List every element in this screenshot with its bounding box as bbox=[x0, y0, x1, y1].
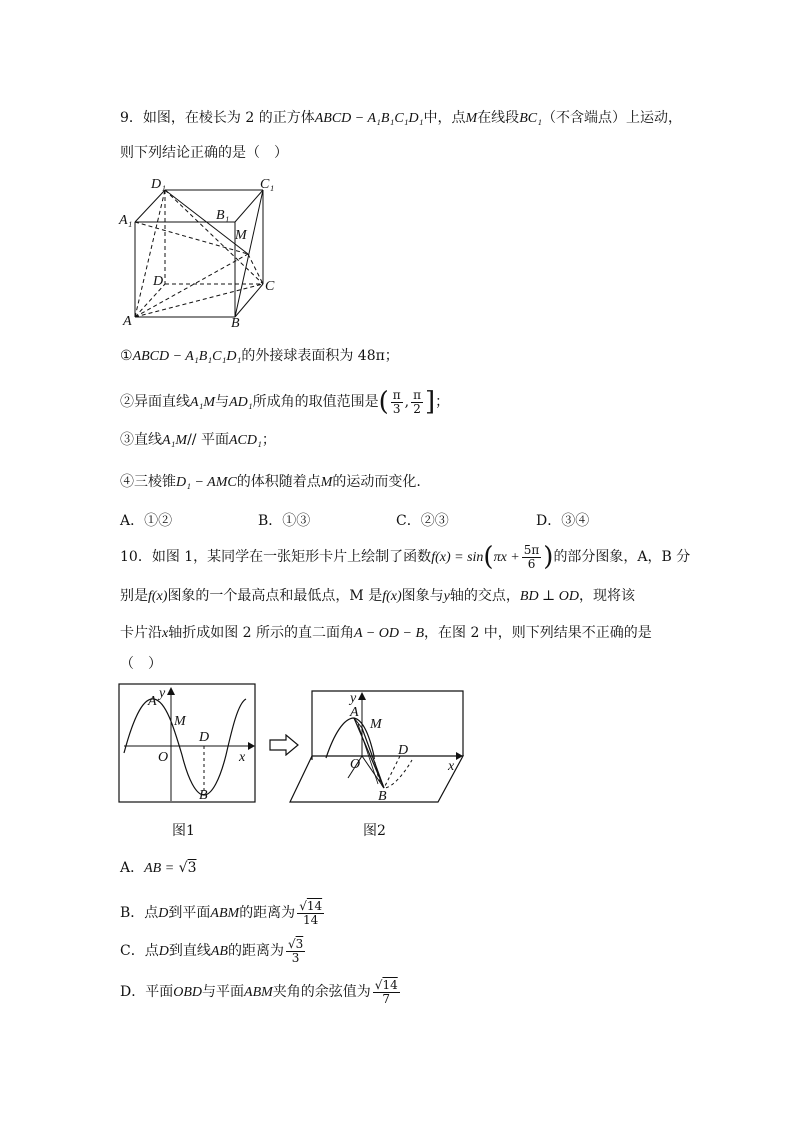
statement-text: // 平面 bbox=[187, 432, 229, 448]
option-letter: A． bbox=[120, 860, 145, 876]
q9-text: 如图，在棱长为 2 的正方体 bbox=[142, 110, 315, 126]
statement-text: 的外接球表面积为 48π； bbox=[241, 348, 399, 364]
label-d: D bbox=[153, 274, 164, 289]
label-a1: A₁ bbox=[119, 213, 133, 228]
fig1-label-m: M bbox=[174, 714, 186, 729]
option-value: ③④ bbox=[561, 513, 590, 529]
dihedral-angle: A − OD − B bbox=[354, 626, 424, 641]
q9-line2: 则下列结论正确的是（ ） bbox=[120, 145, 288, 161]
fig2-label-d: D bbox=[398, 743, 409, 758]
fraction-sqrt3-3: $\frac{√3}{3}$ bbox=[287, 936, 304, 965]
option-text: 点 bbox=[144, 905, 159, 921]
q9-text: 在线段 bbox=[477, 110, 520, 126]
option-text: 平面 bbox=[145, 984, 174, 1000]
radicand: 14 bbox=[306, 898, 323, 913]
option-text: 到平面 bbox=[168, 905, 211, 921]
option-text: 的距离为 bbox=[239, 905, 296, 921]
label-d1: D₁ bbox=[151, 177, 166, 192]
close-bracket: ] bbox=[425, 387, 436, 417]
fraction-pi-2 bbox=[411, 389, 423, 416]
fraction-5pi-6 bbox=[522, 544, 542, 571]
statement-text: 与 bbox=[215, 394, 230, 410]
q9-option-c[interactable] bbox=[396, 510, 449, 530]
axis-y: y bbox=[443, 589, 450, 604]
fig2-label-x: x bbox=[448, 759, 455, 774]
fig1-label-a: A bbox=[148, 694, 157, 709]
condition: BD ⊥ OD bbox=[519, 589, 579, 604]
figure-2-caption: 图2 bbox=[363, 823, 386, 839]
point-d: D bbox=[158, 944, 169, 959]
q10-option-c[interactable] bbox=[120, 936, 307, 967]
numerator: 5π bbox=[523, 542, 540, 557]
function-expr: f(x) = sin bbox=[431, 550, 484, 565]
statement-1 bbox=[120, 346, 399, 367]
pyramid-name: D₁ − AMC bbox=[176, 475, 237, 490]
denominator: 6 bbox=[527, 556, 536, 571]
statement-3 bbox=[120, 430, 276, 451]
fraction-sqrt14-7: $\frac{√14}{7}$ bbox=[374, 977, 398, 1006]
q10-text: ，在图 2 中，则下列结果不正确的是 bbox=[424, 625, 652, 641]
q10-text: 图象与 bbox=[401, 588, 444, 604]
statement-4 bbox=[120, 472, 421, 493]
fig1-label-x: x bbox=[239, 750, 246, 765]
q10-line3 bbox=[120, 623, 652, 644]
close-paren: ) bbox=[543, 542, 554, 572]
option-value: ①③ bbox=[282, 513, 311, 529]
circled-2: ② bbox=[120, 394, 134, 410]
denominator: 3 bbox=[392, 401, 401, 416]
label-m: M bbox=[235, 228, 247, 243]
axis-x: x bbox=[162, 626, 169, 641]
sqrt-3: √3 bbox=[178, 860, 197, 876]
open-paren: ( bbox=[378, 387, 389, 417]
q10-text: 轴的交点， bbox=[449, 588, 520, 604]
label-a: A bbox=[123, 314, 132, 329]
function-arg: πx + bbox=[493, 550, 520, 565]
circled-1: ① bbox=[120, 348, 133, 364]
option-expr: AB = bbox=[144, 861, 175, 876]
option-letter: B． bbox=[120, 905, 145, 921]
function-fx: f(x) bbox=[148, 589, 168, 604]
statement-text: 三棱锥 bbox=[134, 474, 176, 490]
denominator: 7 bbox=[382, 991, 391, 1006]
statement-2 bbox=[120, 387, 449, 418]
fig2-label-y: y bbox=[350, 691, 357, 706]
figure-1 bbox=[118, 683, 258, 805]
numerator: π bbox=[413, 387, 422, 402]
point-m: M bbox=[465, 111, 478, 126]
fig2-label-o: O bbox=[350, 757, 361, 772]
fig1-label-d: D bbox=[199, 730, 210, 745]
semicolon: ； bbox=[435, 394, 450, 410]
q9-option-a[interactable] bbox=[120, 510, 172, 530]
option-text: 点 bbox=[144, 943, 159, 959]
plane-abm: ABM bbox=[210, 906, 240, 921]
circled-3: ③ bbox=[120, 432, 134, 448]
option-text: 夹角的余弦值为 bbox=[272, 984, 371, 1000]
label-c: C bbox=[265, 279, 275, 294]
point-d: D bbox=[158, 906, 169, 921]
label-b: B bbox=[231, 316, 240, 331]
fig2-label-b: B bbox=[378, 789, 387, 804]
q10-text: 别是 bbox=[120, 588, 148, 604]
option-text: 的距离为 bbox=[227, 943, 284, 959]
option-letter: D． bbox=[120, 984, 146, 1000]
q9-text: （不含端点）上运动， bbox=[541, 110, 682, 126]
cube-name: ABCD − A₁B₁C₁D₁ bbox=[314, 111, 424, 126]
q10-number: 10． bbox=[120, 549, 152, 565]
statement-text: 的体积随着点 bbox=[236, 474, 321, 490]
q9-text: 中，点 bbox=[423, 110, 466, 126]
fig1-label-y: y bbox=[159, 686, 166, 701]
fig2-label-m: M bbox=[370, 717, 382, 732]
option-text: 与平面 bbox=[202, 984, 245, 1000]
q10-text: 轴折成如图 2 所示的直二面角 bbox=[168, 625, 355, 641]
statement-text: 的运动而变化. bbox=[332, 474, 421, 490]
option-letter: A． bbox=[120, 513, 145, 529]
q10-text: ，现将该 bbox=[578, 588, 635, 604]
q10-option-a[interactable] bbox=[120, 858, 196, 879]
statement-text: 所成角的取值范围是 bbox=[252, 394, 379, 410]
numerator: π bbox=[392, 387, 401, 402]
option-value: ①② bbox=[144, 513, 173, 529]
fig1-label-b: B bbox=[199, 788, 208, 803]
open-paren: ( bbox=[483, 542, 494, 572]
line-a1m: A₁M bbox=[190, 395, 216, 410]
option-value: ②③ bbox=[420, 513, 449, 529]
fraction-pi-3 bbox=[391, 389, 403, 416]
radicand: 3 bbox=[295, 936, 304, 951]
q10-text: 的部分图象，A，B 分 bbox=[553, 549, 691, 565]
fraction-sqrt14-14: $\frac{√14}{14}$ bbox=[299, 898, 323, 927]
function-fx: f(x) bbox=[382, 589, 402, 604]
q10-option-d[interactable] bbox=[120, 977, 402, 1008]
line-ab: AB bbox=[210, 944, 228, 959]
point-m: M bbox=[320, 475, 333, 490]
option-text: 到直线 bbox=[168, 943, 211, 959]
radicand: 14 bbox=[382, 977, 398, 992]
semicolon: ； bbox=[261, 432, 276, 448]
q9-number: 9． bbox=[120, 110, 143, 126]
denominator: 2 bbox=[413, 401, 421, 416]
cube-figure bbox=[115, 172, 290, 332]
option-letter: B． bbox=[258, 513, 283, 529]
q9-option-d[interactable] bbox=[536, 510, 589, 530]
option-letter: D． bbox=[536, 513, 562, 529]
line-a1m: A₁M bbox=[162, 433, 188, 448]
statement-text: 直线 bbox=[134, 432, 162, 448]
option-letter: C． bbox=[396, 513, 421, 529]
denominator: 3 bbox=[291, 950, 300, 965]
q9-option-b[interactable] bbox=[258, 510, 310, 530]
q10-text: 如图 1，某同学在一张矩形卡片上绘制了函数 bbox=[151, 549, 432, 565]
q10-text: 卡片沿 bbox=[120, 625, 162, 641]
radicand: 3 bbox=[187, 860, 197, 876]
label-b1: B₁ bbox=[216, 208, 230, 223]
q10-option-b[interactable] bbox=[120, 898, 326, 929]
line-ad1: AD₁ bbox=[229, 395, 253, 410]
figure-2 bbox=[288, 688, 473, 806]
plane-obd: OBD bbox=[173, 985, 203, 1000]
comma: , bbox=[404, 394, 410, 410]
q10-line2 bbox=[120, 586, 635, 607]
q10-line4: （ ） bbox=[120, 656, 162, 672]
segment-bc1: BC₁ bbox=[519, 111, 542, 126]
q10-text: 图象的一个最高点和最低点，M 是 bbox=[167, 588, 383, 604]
q10-line1 bbox=[120, 542, 690, 573]
circled-4: ④ bbox=[120, 474, 134, 490]
cube-name: ABCD − A₁B₁C₁D₁ bbox=[132, 349, 242, 364]
fig2-label-a: A bbox=[350, 705, 359, 720]
figure-1-caption: 图1 bbox=[172, 823, 195, 839]
fig1-label-o: O bbox=[158, 750, 169, 765]
label-c1: C₁ bbox=[260, 177, 275, 192]
plane-abm: ABM bbox=[244, 985, 273, 1000]
plane-acd1: ACD₁ bbox=[228, 433, 262, 448]
q9-line1 bbox=[120, 108, 682, 129]
option-letter: C． bbox=[120, 943, 145, 959]
statement-text: 异面直线 bbox=[134, 394, 190, 410]
denominator: 14 bbox=[303, 912, 319, 927]
